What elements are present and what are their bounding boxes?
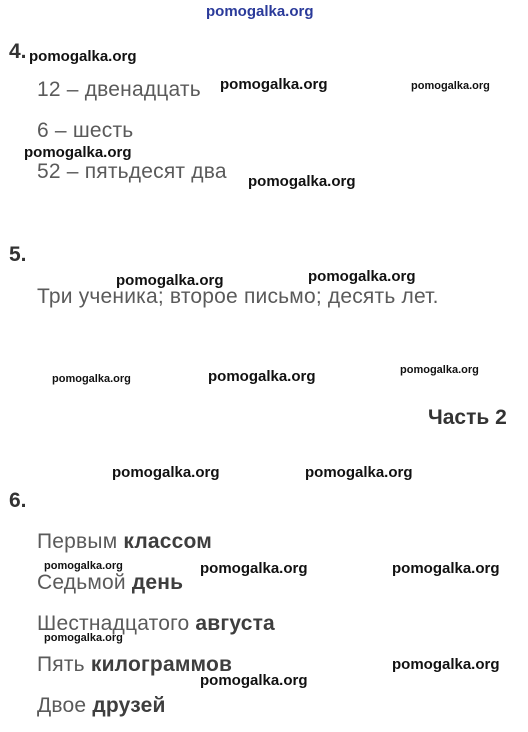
task-6-number: 6. — [9, 489, 27, 512]
watermark: pomogalka.org — [52, 373, 131, 385]
task-6-line-4-normal: Пять — [37, 653, 91, 676]
watermark: pomogalka.org — [248, 173, 356, 190]
watermark: pomogalka.org — [305, 464, 413, 481]
task-6-line-2 — [37, 571, 183, 595]
watermark: pomogalka.org — [400, 364, 479, 376]
task-6-line-5 — [37, 694, 166, 718]
watermark: pomogalka.org — [392, 656, 500, 673]
task-6-line-3-bold: августа — [195, 612, 275, 635]
watermark: pomogalka.org — [112, 464, 220, 481]
task-4-line-3: 52 – пятьдесят два — [37, 160, 227, 183]
top-watermark: pomogalka.org — [206, 3, 314, 20]
task-6-line-2-normal: Седьмой — [37, 571, 132, 594]
task-4-line-1: 12 – двенадцать — [37, 78, 201, 101]
watermark: pomogalka.org — [116, 272, 224, 289]
watermark: pomogalka.org — [29, 48, 137, 65]
part-2-heading: Часть 2 — [428, 406, 507, 429]
watermark: pomogalka.org — [44, 560, 123, 572]
task-4-line-2: 6 – шесть — [37, 119, 134, 142]
task-6-line-2-bold: день — [131, 571, 184, 594]
task-5-number: 5. — [9, 243, 27, 266]
watermark: pomogalka.org — [308, 268, 416, 285]
task-6-line-5-normal: Двое — [37, 694, 93, 717]
watermark: pomogalka.org — [200, 672, 308, 689]
task-6-line-1 — [37, 530, 212, 554]
watermark: pomogalka.org — [392, 560, 500, 577]
task-4-number: 4. — [9, 40, 27, 63]
watermark: pomogalka.org — [24, 144, 132, 161]
task-6-line-1-bold: классом — [123, 530, 213, 553]
watermark: pomogalka.org — [44, 632, 123, 644]
task-6-line-3-normal: Шестнадцатого — [37, 612, 196, 635]
watermark: pomogalka.org — [220, 76, 328, 93]
watermark: pomogalka.org — [208, 368, 316, 385]
task-6-line-4-bold: килограммов — [90, 653, 233, 676]
watermark: pomogalka.org — [411, 80, 490, 92]
task-6-line-5-bold: друзей — [92, 694, 166, 717]
task-5-line: Три ученика; второе письмо; десять лет. — [37, 285, 439, 308]
task-6-line-1-normal: Первым — [37, 530, 124, 553]
watermark: pomogalka.org — [200, 560, 308, 577]
